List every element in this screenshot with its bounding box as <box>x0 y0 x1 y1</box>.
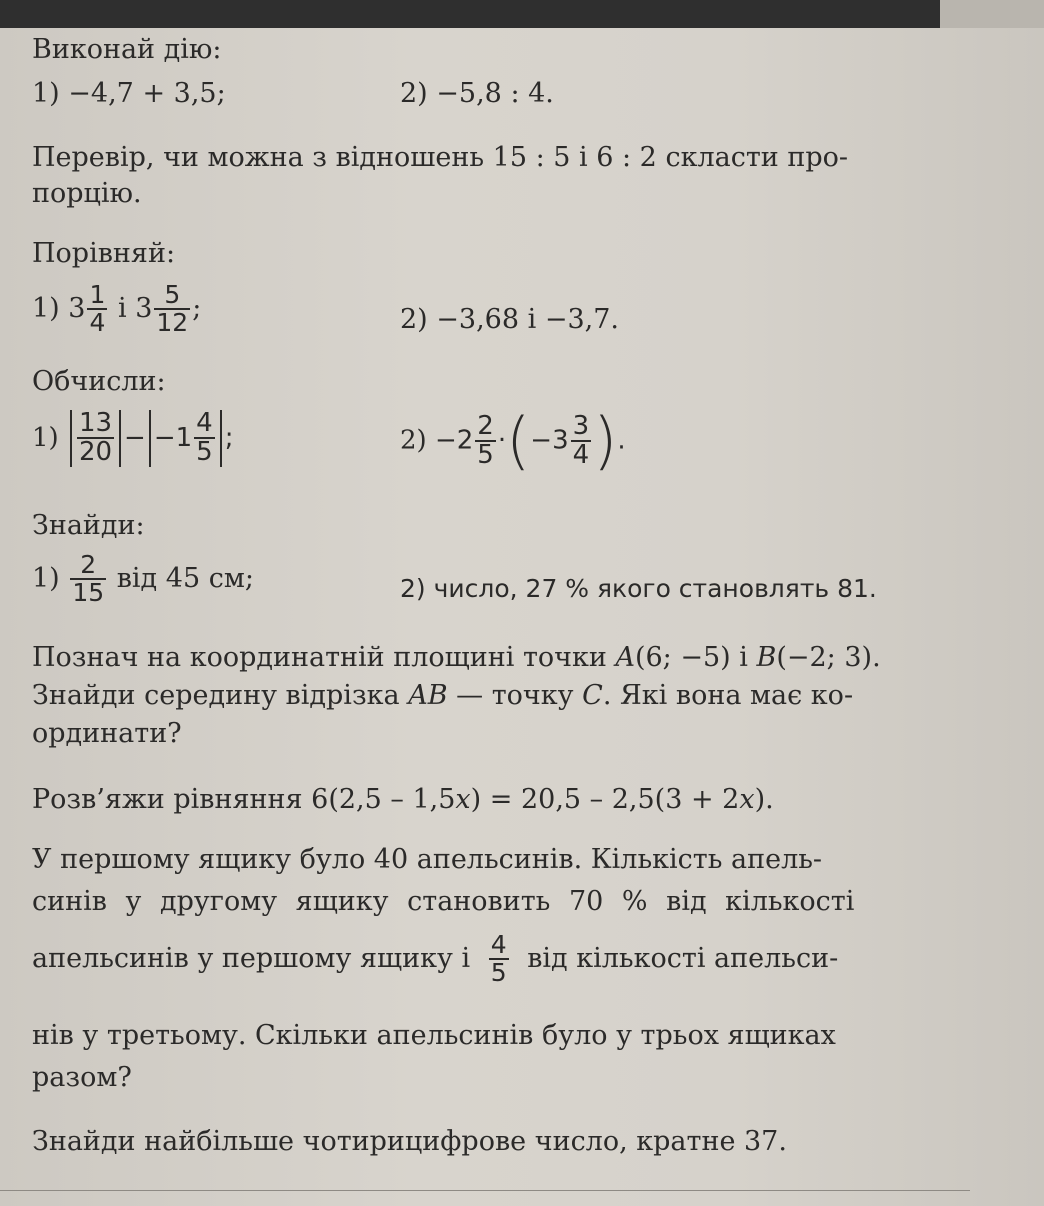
fraction-five-twelfths: $\frac{5}{12}$ <box>156 280 189 338</box>
left-paren: ( <box>506 404 531 477</box>
task6-line2: Знайди середину відрізка AB — точку C. Які вона має ко- <box>32 680 854 711</box>
fraction-2-15: $\frac{2}{15}$ <box>72 550 105 608</box>
task5-row <box>32 550 877 608</box>
task5-part2: 2) число, 27 % якого становлять 81. <box>400 574 877 603</box>
task8-line2: синів у другому ящику становить 70 % від кількості <box>32 886 855 917</box>
task7-equation: Розв’яжи рівняння 6(2,5 – 1,5x) = 20,5 – 2,5(3 + 2x). <box>32 784 774 815</box>
fraction-13-20: $\frac{13}{20}$ <box>78 408 113 468</box>
top-right-strip <box>940 0 1044 28</box>
task6-line3: ординати? <box>32 718 182 749</box>
segment-ab-label: AB <box>408 680 448 711</box>
task4-part1-label: 1) <box>32 422 59 453</box>
fraction-3-4: $\frac{3}{4}$ <box>572 410 590 470</box>
abs-value-2: −1 $\frac{4}{5}$ <box>149 410 222 467</box>
task1-title: Виконай дію: <box>32 34 222 65</box>
task8-line4: нів у третьому. Скільки апельсинів було у трьох ящиках <box>32 1020 836 1051</box>
fraction-4-5: $\frac{4}{5}$ <box>196 408 213 468</box>
task3-title: Порівняй: <box>32 238 176 269</box>
task2-line2: порцію. <box>32 178 142 209</box>
task4-row <box>32 404 626 477</box>
task5-part1-label: 1) <box>32 562 60 594</box>
multiply-dot: · <box>497 425 507 456</box>
task6-line1: Познач на координатній площині точки A(6; −5) і B(−2; 3). <box>32 642 881 673</box>
bottom-rule <box>0 1190 970 1191</box>
task1-row <box>32 78 554 109</box>
mixed-whole-minus3: −3 <box>530 425 569 456</box>
point-c-label: C <box>582 680 603 711</box>
task9-line1: Знайди найбільше чотирицифрове число, кратне 37. <box>32 1126 787 1157</box>
task5-part1-text: від 45 см; <box>116 562 254 594</box>
task1-part1: 1) −4,7 + 3,5; <box>32 78 226 109</box>
task4-part2 <box>400 404 626 477</box>
point-b-label: B <box>756 642 777 673</box>
task4-part1-end: ; <box>224 422 234 453</box>
task3-part1-mid: і 3 <box>109 292 153 324</box>
point-a-label: A <box>615 642 635 673</box>
task3-part1-end: ; <box>192 292 202 324</box>
fraction-4-5-oranges: $\frac{4}{5}$ <box>490 930 507 988</box>
mixed-whole-minus2: −2 <box>434 425 474 456</box>
task4-title: Обчисли: <box>32 366 166 397</box>
right-paren: ) <box>593 404 618 477</box>
task4-part2-end: . <box>617 425 626 456</box>
fraction-one-quarter: $\frac{1}{4}$ <box>89 280 106 338</box>
task3-part2: 2) −3,68 і −3,7. <box>400 304 619 335</box>
task1-part2: 2) −5,8 : 4. <box>400 78 554 109</box>
task4-part2-label: 2) <box>400 425 427 456</box>
task8-line1: У першому ящику було 40 апельсинів. Кількість апель- <box>32 844 823 875</box>
task3-part1-prefix: 1) 3 <box>32 292 86 324</box>
task5-title: Знайди: <box>32 510 145 541</box>
minus-sign: − <box>124 422 146 453</box>
task3-row <box>32 280 619 338</box>
task2-line1: Перевір, чи можна з відношень 15 : 5 і 6 : 2 скласти про- <box>32 142 848 173</box>
task8-line5: разом? <box>32 1062 132 1093</box>
task8-line3: апельсинів у першому ящику і $\frac{4}{5}$ від кількості апельси- <box>32 930 839 988</box>
fraction-2-5: $\frac{2}{5}$ <box>477 410 494 470</box>
dark-top-strip <box>0 0 940 28</box>
abs-value-1 <box>70 410 121 467</box>
